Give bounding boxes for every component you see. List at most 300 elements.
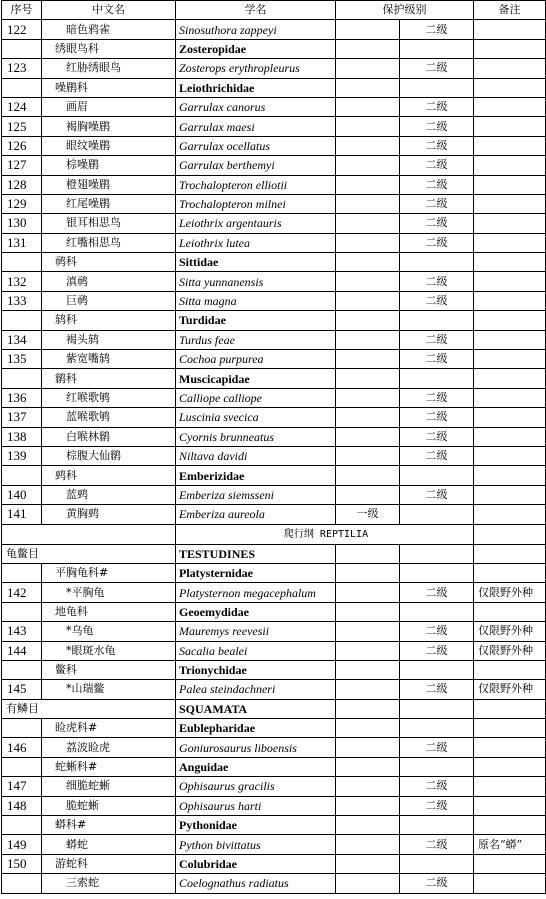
protection-level-1 — [336, 777, 400, 796]
protection-level-2 — [400, 699, 474, 718]
row-number: 131 — [2, 233, 42, 252]
species-row — [2, 738, 546, 757]
remarks — [474, 59, 546, 78]
row-number: 130 — [2, 214, 42, 233]
family-scientific-name: Turdidae — [176, 311, 336, 330]
protection-level-1 — [336, 194, 400, 213]
protection-level-1 — [336, 117, 400, 136]
remarks — [474, 156, 546, 175]
species-row — [2, 156, 546, 175]
protection-level-2: 二级 — [400, 59, 474, 78]
scientific-name: Garrulax berthemyi — [176, 156, 336, 175]
protection-level-1 — [336, 330, 400, 349]
species-row — [2, 680, 546, 699]
remarks — [474, 446, 546, 465]
remarks — [474, 117, 546, 136]
family-scientific-name: Sittidae — [176, 253, 336, 272]
remarks: 仅限野外种 — [474, 622, 546, 641]
row-number: 134 — [2, 330, 42, 349]
row-number: 138 — [2, 427, 42, 446]
protection-level-2 — [400, 253, 474, 272]
family-row — [2, 78, 546, 97]
protection-level-2: 二级 — [400, 175, 474, 194]
protection-level-1 — [336, 699, 400, 718]
family-row — [2, 253, 546, 272]
remarks — [474, 330, 546, 349]
row-number: 150 — [2, 854, 42, 873]
scientific-name: Luscinia svecica — [176, 408, 336, 427]
family-scientific-name: Geoemydidae — [176, 602, 336, 621]
chinese-name: 画眉 — [42, 97, 176, 116]
species-row — [2, 835, 546, 854]
family-chinese-name: 平胸龟科# — [42, 563, 176, 582]
chinese-name: 银耳相思鸟 — [42, 214, 176, 233]
row-number — [2, 602, 42, 621]
chinese-name: 褐头鸫 — [42, 330, 176, 349]
family-scientific-name: Platysternidae — [176, 563, 336, 582]
remarks — [474, 20, 546, 39]
row-number: 124 — [2, 97, 42, 116]
header-index: 序号 — [2, 1, 42, 20]
remarks — [474, 719, 546, 738]
family-chinese-name: 䴓科 — [42, 253, 176, 272]
scientific-name: Emberiza siemsseni — [176, 485, 336, 504]
row-number: 127 — [2, 156, 42, 175]
protection-level-1 — [336, 59, 400, 78]
protection-level-2 — [400, 505, 474, 524]
species-row — [2, 214, 546, 233]
scientific-name: Ophisaurus gracilis — [176, 777, 336, 796]
row-number: 123 — [2, 59, 42, 78]
protection-level-2 — [400, 369, 474, 388]
order-row — [2, 699, 546, 718]
species-row — [2, 622, 546, 641]
chinese-name: 蓝喉歌鸲 — [42, 408, 176, 427]
header-remarks: 备注 — [474, 1, 546, 20]
remarks — [474, 388, 546, 407]
scientific-name: Garrulax ocellatus — [176, 136, 336, 155]
protection-level-1 — [336, 466, 400, 485]
family-row — [2, 466, 546, 485]
protection-level-1 — [336, 446, 400, 465]
remarks — [474, 350, 546, 369]
chinese-name: 棕噪鹛 — [42, 156, 176, 175]
scientific-name: Calliope calliope — [176, 388, 336, 407]
protection-level-1 — [336, 272, 400, 291]
protection-level-1 — [336, 719, 400, 738]
family-chinese-name: 鹀科 — [42, 466, 176, 485]
species-row — [2, 583, 546, 602]
row-number — [2, 660, 42, 679]
remarks — [474, 39, 546, 58]
scientific-name: Mauremys reevesii — [176, 622, 336, 641]
row-number: 147 — [2, 777, 42, 796]
chinese-name: 眼纹噪鹛 — [42, 136, 176, 155]
row-number — [2, 719, 42, 738]
row-number — [2, 369, 42, 388]
remarks — [474, 291, 546, 310]
species-row — [2, 59, 546, 78]
scientific-name: Python bivittatus — [176, 835, 336, 854]
family-chinese-name: 地龟科 — [42, 602, 176, 621]
species-row — [2, 446, 546, 465]
row-number: 142 — [2, 583, 42, 602]
family-row — [2, 369, 546, 388]
row-number: 136 — [2, 388, 42, 407]
remarks — [474, 175, 546, 194]
protection-level-2 — [400, 757, 474, 776]
chinese-name: 紫宽嘴鸫 — [42, 350, 176, 369]
family-row — [2, 602, 546, 621]
row-number: 128 — [2, 175, 42, 194]
species-row — [2, 874, 546, 893]
header-protection-level: 保护级别 — [336, 1, 474, 20]
protection-level-2: 二级 — [400, 136, 474, 155]
scientific-name: Cyornis brunneatus — [176, 427, 336, 446]
species-protection-table — [1, 0, 546, 894]
protection-level-1 — [336, 738, 400, 757]
species-row — [2, 777, 546, 796]
protection-level-1 — [336, 757, 400, 776]
species-row — [2, 291, 546, 310]
scientific-name: Sitta magna — [176, 291, 336, 310]
species-row — [2, 175, 546, 194]
scientific-name: Ophisaurus harti — [176, 796, 336, 815]
protection-level-2 — [400, 544, 474, 563]
row-number: 139 — [2, 446, 42, 465]
row-number: 140 — [2, 485, 42, 504]
header-scientific-name: 学名 — [176, 1, 336, 20]
protection-level-1 — [336, 796, 400, 815]
protection-level-1 — [336, 835, 400, 854]
row-number: 146 — [2, 738, 42, 757]
protection-level-1 — [336, 816, 400, 835]
species-row — [2, 233, 546, 252]
remarks — [474, 214, 546, 233]
class-label: 爬行纲 REPTILIA — [283, 528, 369, 540]
remarks — [474, 544, 546, 563]
protection-level-1 — [336, 78, 400, 97]
scientific-name: Trochalopteron elliotii — [176, 175, 336, 194]
protection-level-2: 二级 — [400, 97, 474, 116]
row-number: 144 — [2, 641, 42, 660]
chinese-name: 橙翅噪鹛 — [42, 175, 176, 194]
family-row — [2, 719, 546, 738]
protection-level-2: 二级 — [400, 583, 474, 602]
scientific-name: Trochalopteron milnei — [176, 194, 336, 213]
protection-level-2: 二级 — [400, 233, 474, 252]
remarks — [474, 757, 546, 776]
species-row — [2, 194, 546, 213]
species-row — [2, 272, 546, 291]
protection-level-1 — [336, 20, 400, 39]
remarks — [474, 854, 546, 873]
row-number: 133 — [2, 291, 42, 310]
row-number — [2, 757, 42, 776]
protection-level-1 — [336, 311, 400, 330]
protection-level-2: 二级 — [400, 350, 474, 369]
chinese-name: 滇䴓 — [42, 272, 176, 291]
protection-level-2 — [400, 854, 474, 873]
species-row — [2, 505, 546, 524]
chinese-name: 蟒蛇 — [42, 835, 176, 854]
protection-level-1 — [336, 253, 400, 272]
protection-level-1 — [336, 175, 400, 194]
protection-level-2 — [400, 311, 474, 330]
chinese-name: 棕腹大仙鹟 — [42, 446, 176, 465]
family-chinese-name: 游蛇科 — [42, 854, 176, 873]
row-number: 135 — [2, 350, 42, 369]
chinese-name: 细脆蛇蜥 — [42, 777, 176, 796]
scientific-name: Emberiza aureola — [176, 505, 336, 524]
scientific-name: Niltava davidi — [176, 446, 336, 465]
row-number: 149 — [2, 835, 42, 854]
scientific-name: Sitta yunnanensis — [176, 272, 336, 291]
species-row — [2, 117, 546, 136]
protection-level-1 — [336, 291, 400, 310]
order-chinese-name: 有鳞目 — [2, 699, 176, 718]
protection-level-2: 二级 — [400, 622, 474, 641]
remarks — [474, 194, 546, 213]
protection-level-1 — [336, 97, 400, 116]
chinese-name: 暗色鸦雀 — [42, 20, 176, 39]
family-chinese-name: 蛇蜥科# — [42, 757, 176, 776]
protection-level-2: 二级 — [400, 330, 474, 349]
protection-level-1 — [336, 427, 400, 446]
row-number: 145 — [2, 680, 42, 699]
protection-level-1 — [336, 602, 400, 621]
row-number: 122 — [2, 20, 42, 39]
scientific-name: Leiothrix argentauris — [176, 214, 336, 233]
protection-level-1 — [336, 39, 400, 58]
protection-level-2 — [400, 78, 474, 97]
protection-level-1 — [336, 350, 400, 369]
family-row — [2, 816, 546, 835]
family-scientific-name: Anguidae — [176, 757, 336, 776]
row-number — [2, 563, 42, 582]
protection-level-1 — [336, 563, 400, 582]
chinese-name: *山瑞鳖 — [42, 680, 176, 699]
family-row — [2, 563, 546, 582]
chinese-name: 荔波睑虎 — [42, 738, 176, 757]
protection-level-2 — [400, 660, 474, 679]
protection-level-1 — [336, 641, 400, 660]
class-row — [2, 524, 546, 544]
species-row — [2, 20, 546, 39]
scientific-name: Goniurosaurus liboensis — [176, 738, 336, 757]
protection-level-1 — [336, 408, 400, 427]
remarks — [474, 874, 546, 893]
species-row — [2, 427, 546, 446]
protection-level-1 — [336, 660, 400, 679]
row-number — [2, 816, 42, 835]
species-row — [2, 408, 546, 427]
family-chinese-name: 绣眼鸟科 — [42, 39, 176, 58]
protection-level-1 — [336, 136, 400, 155]
protection-level-2 — [400, 816, 474, 835]
row-number — [2, 39, 42, 58]
row-number: 126 — [2, 136, 42, 155]
scientific-name: Sacalia bealei — [176, 641, 336, 660]
class-left-blank — [2, 524, 176, 544]
order-chinese-name: 龟鳖目 — [2, 544, 176, 563]
species-row — [2, 641, 546, 660]
row-number — [2, 874, 42, 893]
family-row — [2, 311, 546, 330]
remarks — [474, 272, 546, 291]
protection-level-2: 二级 — [400, 214, 474, 233]
protection-level-1 — [336, 854, 400, 873]
order-row — [2, 544, 546, 563]
family-chinese-name: 睑虎科# — [42, 719, 176, 738]
protection-level-2: 二级 — [400, 117, 474, 136]
row-number: 129 — [2, 194, 42, 213]
scientific-name: Zosterops erythropleurus — [176, 59, 336, 78]
protection-level-1 — [336, 485, 400, 504]
chinese-name: 蓝鹀 — [42, 485, 176, 504]
chinese-name: 褐胸噪鹛 — [42, 117, 176, 136]
chinese-name: *平胸龟 — [42, 583, 176, 602]
family-chinese-name: 蟒科# — [42, 816, 176, 835]
remarks — [474, 660, 546, 679]
species-row — [2, 485, 546, 504]
scientific-name: Garrulax maesi — [176, 117, 336, 136]
remarks — [474, 253, 546, 272]
protection-level-2: 二级 — [400, 680, 474, 699]
table-header-row — [2, 1, 546, 20]
row-number — [2, 253, 42, 272]
species-row — [2, 136, 546, 155]
protection-level-2: 二级 — [400, 427, 474, 446]
protection-level-1 — [336, 369, 400, 388]
chinese-name: 黄胸鹀 — [42, 505, 176, 524]
row-number: 125 — [2, 117, 42, 136]
chinese-name: 红喉歌鸲 — [42, 388, 176, 407]
chinese-name: 白喉林鹟 — [42, 427, 176, 446]
protection-level-2: 二级 — [400, 446, 474, 465]
protection-level-2: 二级 — [400, 641, 474, 660]
protection-level-2: 二级 — [400, 194, 474, 213]
species-row — [2, 796, 546, 815]
protection-level-1 — [336, 388, 400, 407]
remarks: 仅限野外种 — [474, 680, 546, 699]
protection-level-2: 二级 — [400, 388, 474, 407]
remarks — [474, 78, 546, 97]
scientific-name: Cochoa purpurea — [176, 350, 336, 369]
protection-level-2: 二级 — [400, 835, 474, 854]
family-chinese-name: 鳖科 — [42, 660, 176, 679]
protection-level-2 — [400, 563, 474, 582]
protection-level-2: 二级 — [400, 291, 474, 310]
scientific-name: Coelognathus radiatus — [176, 874, 336, 893]
remarks — [474, 796, 546, 815]
scientific-name: Leiothrix lutea — [176, 233, 336, 252]
family-scientific-name: Colubridae — [176, 854, 336, 873]
family-scientific-name: Eublepharidae — [176, 719, 336, 738]
row-number: 143 — [2, 622, 42, 641]
family-row — [2, 39, 546, 58]
protection-level-2 — [400, 602, 474, 621]
row-number — [2, 466, 42, 485]
remarks — [474, 816, 546, 835]
remarks: 仅限野外种 — [474, 641, 546, 660]
family-row — [2, 660, 546, 679]
row-number — [2, 78, 42, 97]
order-scientific-name: SQUAMATA — [176, 699, 336, 718]
remarks — [474, 699, 546, 718]
protection-level-1: 一级 — [336, 505, 400, 524]
remarks — [474, 233, 546, 252]
remarks: 仅限野外种 — [474, 583, 546, 602]
chinese-name: 巨䴓 — [42, 291, 176, 310]
protection-level-2: 二级 — [400, 777, 474, 796]
remarks — [474, 505, 546, 524]
class-right-blank — [474, 524, 546, 544]
remarks — [474, 777, 546, 796]
protection-level-2 — [400, 39, 474, 58]
chinese-name: *眼斑水龟 — [42, 641, 176, 660]
species-row — [2, 388, 546, 407]
species-row — [2, 350, 546, 369]
scientific-name: Platysternon megacephalum — [176, 583, 336, 602]
protection-level-2: 二级 — [400, 272, 474, 291]
protection-level-1 — [336, 214, 400, 233]
chinese-name: *乌龟 — [42, 622, 176, 641]
family-scientific-name: Pythonidae — [176, 816, 336, 835]
remarks — [474, 427, 546, 446]
remarks — [474, 311, 546, 330]
protection-level-2 — [400, 719, 474, 738]
family-scientific-name: Leiothrichidae — [176, 78, 336, 97]
species-row — [2, 97, 546, 116]
remarks — [474, 602, 546, 621]
protection-level-1 — [336, 156, 400, 175]
chinese-name: 红嘴相思鸟 — [42, 233, 176, 252]
family-scientific-name: Zosteropidae — [176, 39, 336, 58]
family-chinese-name: 噪鹛科 — [42, 78, 176, 97]
scientific-name: Sinosuthora zappeyi — [176, 20, 336, 39]
protection-level-2: 二级 — [400, 156, 474, 175]
family-scientific-name: Muscicapidae — [176, 369, 336, 388]
protection-level-1 — [336, 622, 400, 641]
scientific-name: Garrulax canorus — [176, 97, 336, 116]
row-number: 132 — [2, 272, 42, 291]
remarks — [474, 466, 546, 485]
remarks — [474, 369, 546, 388]
remarks — [474, 485, 546, 504]
header-chinese-name: 中文名 — [42, 1, 176, 20]
chinese-name: 红胁绣眼鸟 — [42, 59, 176, 78]
chinese-name: 三索蛇 — [42, 874, 176, 893]
protection-level-2: 二级 — [400, 874, 474, 893]
protection-level-2: 二级 — [400, 20, 474, 39]
protection-level-2: 二级 — [400, 796, 474, 815]
class-name — [176, 524, 474, 544]
protection-level-2: 二级 — [400, 485, 474, 504]
remarks: 原名“蟒” — [474, 835, 546, 854]
family-chinese-name: 鹟科 — [42, 369, 176, 388]
remarks — [474, 97, 546, 116]
protection-level-1 — [336, 874, 400, 893]
family-scientific-name: Trionychidae — [176, 660, 336, 679]
family-chinese-name: 鸫科 — [42, 311, 176, 330]
protection-level-1 — [336, 233, 400, 252]
chinese-name: 红尾噪鹛 — [42, 194, 176, 213]
family-scientific-name: Emberizidae — [176, 466, 336, 485]
protection-level-2: 二级 — [400, 408, 474, 427]
row-number: 148 — [2, 796, 42, 815]
protection-level-2 — [400, 466, 474, 485]
